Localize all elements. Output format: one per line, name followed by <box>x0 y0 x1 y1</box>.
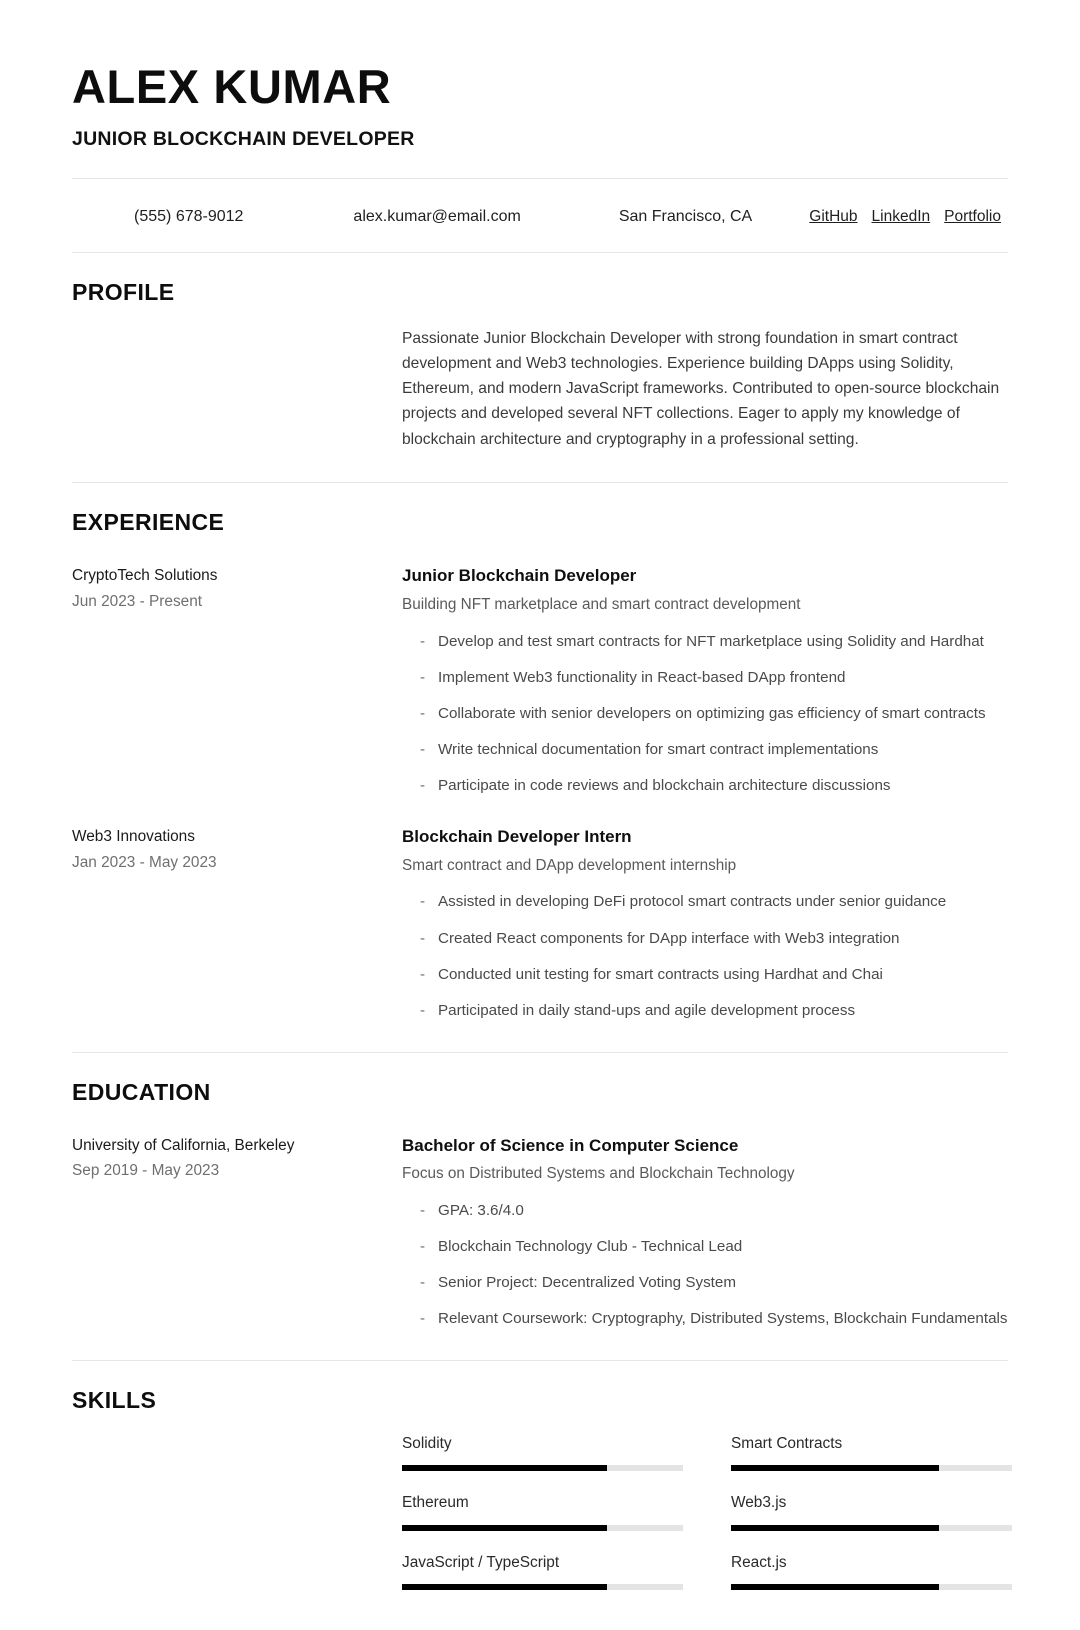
education-degree: Bachelor of Science in Computer Science <box>402 1135 739 1155</box>
experience-org: Web3 Innovations <box>72 827 195 845</box>
bullet-text: Assisted in developing DeFi protocol smart contracts under senior guidance <box>438 893 947 911</box>
link-linkedin[interactable]: LinkedIn <box>871 207 931 225</box>
experience-dates: Jan 2023 - May 2023 <box>72 853 217 871</box>
education-bullets <box>402 1200 1008 1330</box>
skill-label: Web3.js <box>731 1494 787 1512</box>
bullet-text: Participate in code reviews and blockchain architecture discussions <box>438 776 891 794</box>
bullet-text: Participated in daily stand-ups and agile development process <box>438 1001 856 1019</box>
bullet-text: Relevant Coursework: Cryptography, Distributed Systems, Blockchain Fundamentals <box>438 1310 1008 1328</box>
experience-divider <box>72 1052 1008 1053</box>
experience-entry-meta <box>72 825 402 875</box>
bullet-item <box>420 964 1008 986</box>
education-entry-meta <box>72 1134 402 1184</box>
bullet-item <box>420 1000 1008 1022</box>
skill-progress-track <box>402 1584 683 1590</box>
skill-item <box>402 1493 683 1530</box>
resume-header <box>72 62 1008 151</box>
bullet-item <box>420 1236 1008 1258</box>
experience-entry <box>72 825 1008 1022</box>
skill-label: Ethereum <box>402 1494 469 1512</box>
experience-dates: Jun 2023 - Present <box>72 592 203 610</box>
profile-body <box>72 326 1008 452</box>
skill-item <box>731 1493 1012 1530</box>
skill-progress-track <box>731 1584 1012 1590</box>
bullet-item <box>420 1200 1008 1222</box>
candidate-name: ALEX KUMAR <box>72 60 392 113</box>
skill-item <box>731 1434 1012 1471</box>
bullet-text: GPA: 3.6/4.0 <box>438 1202 524 1220</box>
experience-bullets <box>402 631 1008 797</box>
bullet-dash-icon: - <box>420 893 426 911</box>
link-github[interactable]: GitHub <box>809 207 858 225</box>
bullet-text: Write technical documentation for smart contract implementations <box>438 740 879 758</box>
bullet-text: Senior Project: Decentralized Voting System <box>438 1274 736 1292</box>
bullet-item <box>420 631 1008 653</box>
skill-progress-fill <box>402 1584 607 1590</box>
bullet-dash-icon: - <box>420 1001 426 1019</box>
skill-item <box>731 1553 1012 1590</box>
skill-item <box>402 1434 683 1471</box>
profile-right <box>402 326 1008 452</box>
section-heading-education: EDUCATION <box>72 1078 211 1105</box>
bullet-item <box>420 891 1008 913</box>
bullet-item <box>420 667 1008 689</box>
skill-item <box>402 1553 683 1590</box>
section-heading-profile: PROFILE <box>72 278 175 305</box>
skills-right <box>402 1434 1008 1589</box>
experience-org: CryptoTech Solutions <box>72 566 218 584</box>
bullet-text: Conducted unit testing for smart contracts using Hardhat and Chai <box>438 965 883 983</box>
skill-progress-track <box>731 1465 1012 1471</box>
experience-role: Blockchain Developer Intern <box>402 826 632 846</box>
bullet-dash-icon: - <box>420 1274 426 1292</box>
experience-summary: Smart contract and DApp development internship <box>402 856 737 874</box>
education-divider <box>72 1360 1008 1361</box>
experience-bullets <box>402 891 1008 1021</box>
bullet-item <box>420 775 1008 797</box>
bullet-item <box>420 1272 1008 1294</box>
education-entry-detail <box>402 1134 1008 1331</box>
experience-entry <box>72 564 1008 797</box>
experience-entry-detail <box>402 825 1008 1022</box>
bullet-dash-icon: - <box>420 704 426 722</box>
contact-links <box>802 205 1008 230</box>
contact-phone[interactable]: (555) 678-9012 <box>134 207 244 225</box>
bullet-text: Develop and test smart contracts for NFT marketplace using Solidity and Hardhat <box>438 632 984 650</box>
bullet-item <box>420 928 1008 950</box>
skill-label: JavaScript / TypeScript <box>402 1553 560 1571</box>
section-heading-skills: SKILLS <box>72 1387 157 1414</box>
bullet-dash-icon: - <box>420 929 426 947</box>
profile-text: Passionate Junior Blockchain Developer with strong foundation in smart contract development and Web3 technologies. Experience building DApps using Solidity, Ethereum, and modern JavaScript frameworks. Contributed to open-source blockchain projects and developed several NFT collections. Eager to apply my knowledge of blockchain architecture and cryptography in a professional setting. <box>402 329 1000 448</box>
bullet-dash-icon: - <box>420 776 426 794</box>
experience-summary: Building NFT marketplace and smart contract development <box>402 595 801 613</box>
experience-entry-detail <box>402 564 1008 797</box>
skills-body <box>72 1434 1008 1589</box>
skill-progress-track <box>402 1465 683 1471</box>
education-entry <box>72 1134 1008 1331</box>
skill-progress-fill <box>731 1584 939 1590</box>
bullet-item <box>420 1308 1008 1330</box>
bullet-dash-icon: - <box>420 965 426 983</box>
bullet-dash-icon: - <box>420 668 426 686</box>
skill-progress-fill <box>402 1465 607 1471</box>
skill-progress-track <box>731 1525 1012 1531</box>
experience-role: Junior Blockchain Developer <box>402 565 637 585</box>
bullet-dash-icon: - <box>420 1202 426 1220</box>
contact-location: San Francisco, CA <box>618 207 753 225</box>
bullet-dash-icon: - <box>420 740 426 758</box>
skills-grid <box>402 1434 1008 1589</box>
candidate-job-title: JUNIOR BLOCKCHAIN DEVELOPER <box>72 127 415 150</box>
skill-progress-fill <box>731 1525 939 1531</box>
section-skills <box>72 1387 1008 1589</box>
section-experience <box>72 509 1008 1022</box>
skill-progress-fill <box>731 1465 939 1471</box>
section-profile <box>72 279 1008 452</box>
contact-email[interactable]: alex.kumar@email.com <box>353 207 521 225</box>
skill-label: Smart Contracts <box>731 1435 843 1453</box>
section-heading-experience: EXPERIENCE <box>72 508 225 535</box>
bullet-text: Blockchain Technology Club - Technical Lead <box>438 1238 743 1256</box>
profile-divider <box>72 482 1008 483</box>
link-portfolio[interactable]: Portfolio <box>944 207 1001 225</box>
bullet-dash-icon: - <box>420 632 426 650</box>
skill-progress-fill <box>402 1525 607 1531</box>
contact-divider <box>72 252 1008 253</box>
bullet-text: Created React components for DApp interface with Web3 integration <box>438 929 900 947</box>
bullet-item <box>420 739 1008 761</box>
skill-label: React.js <box>731 1553 787 1571</box>
section-education <box>72 1079 1008 1331</box>
contact-row <box>72 179 1008 252</box>
education-school: University of California, Berkeley <box>72 1136 295 1154</box>
bullet-text: Implement Web3 functionality in React-based DApp frontend <box>438 668 846 686</box>
bullet-dash-icon: - <box>420 1238 426 1256</box>
bullet-dash-icon: - <box>420 1310 426 1328</box>
bullet-item <box>420 703 1008 725</box>
education-dates: Sep 2019 - May 2023 <box>72 1162 220 1180</box>
experience-entry-meta <box>72 564 402 614</box>
skill-label: Solidity <box>402 1435 452 1453</box>
bullet-text: Collaborate with senior developers on optimizing gas efficiency of smart contracts <box>438 704 986 722</box>
skill-progress-track <box>402 1525 683 1531</box>
education-summary: Focus on Distributed Systems and Blockchain Technology <box>402 1165 795 1183</box>
